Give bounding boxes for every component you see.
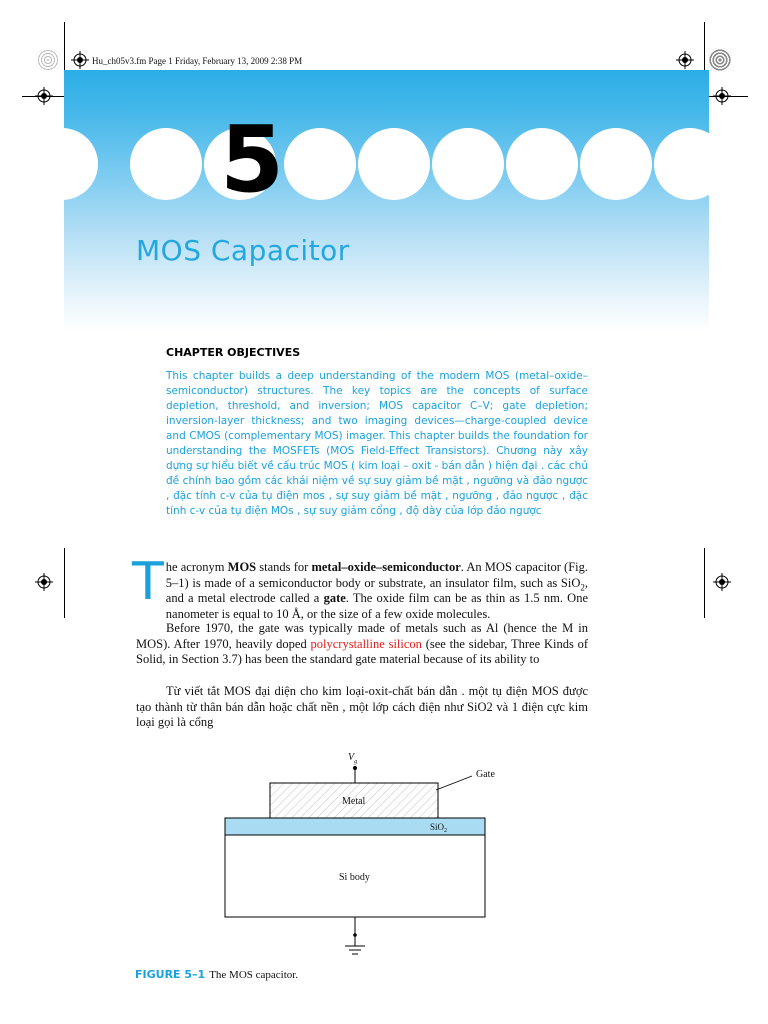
figure-caption xyxy=(135,968,298,981)
text-run: , and a metal electrode called a xyxy=(165,575,588,606)
text-run: (see the sidebar, Three Kinds of Solid, in Section 3.7) has been the standard gate material because of its ability to xyxy=(136,636,589,667)
text-run: stands for xyxy=(256,560,312,574)
crop-line xyxy=(704,22,705,70)
mos-capacitor-figure xyxy=(200,748,520,968)
objectives-heading: CHAPTER OBJECTIVES xyxy=(166,346,301,359)
registration-pattern-top-left xyxy=(36,48,60,72)
banner-circle xyxy=(432,128,504,200)
vg-label: $V_g$ xyxy=(348,752,358,765)
text-run: . An MOS capacitor (Fig. 5–1) is made of a semiconductor body or substrate, an insulator film, such as SiO xyxy=(165,560,588,590)
bold-term: MOS xyxy=(227,560,257,574)
crop-line xyxy=(64,22,65,70)
crosshair-mark-left-middle xyxy=(35,573,53,591)
chapter-banner xyxy=(64,70,709,332)
banner-circle xyxy=(130,128,202,200)
banner-circle xyxy=(358,128,430,200)
gate-leader-line xyxy=(436,776,472,790)
drop-cap: T xyxy=(132,552,164,612)
bold-term: gate xyxy=(323,591,346,606)
figure-caption-label: FIGURE 5–1 xyxy=(135,968,206,981)
chapter-number: 5 xyxy=(220,106,285,213)
crop-line xyxy=(64,548,65,618)
highlighted-term: polycrystalline silicon xyxy=(310,636,422,651)
objectives-text: This chapter builds a deep understanding of the modern MOS (metal–oxide–semiconductor) structures. The key topics are the concepts of surface depletion, threshold, and inversion; MOS capacitor C–V; gate depletion; inversion-layer thickness; and two imaging devices—charge-coupled device and CMOS (complementary MOS) imager. This chapter builds the foundation for understanding the MOSFETs (MOS Field-Effect Transistors). Chương này xây dựng sự hiểu biết về cấu trúc MOS ( kim loại – oxit - bán dẫn ) hiện đại . các chủ đề chính bao gồm các khái niệm về sự suy giảm bề mặt , ngưỡng và đảo ngược , đặc tính c-v của tụ điện mos , sự suy giảm bề mặt , ngưỡng , đảo ngược , đặc tính c-v của tụ điện MOs , sự suy giảm cổng , độ dày của lớp đảo ngược xyxy=(166,370,588,517)
si-body-label: Si body xyxy=(339,872,370,883)
text-run: Before 1970, the gate was typically made of metals such as Al (hence the M in MOS). After 1970, heavily doped xyxy=(136,621,588,651)
ground-node xyxy=(353,933,357,937)
paragraph-gate-history xyxy=(136,621,588,668)
text-run: . The oxide film can be as thin as 1.5 nm. One nanometer is equal to 10 Å, or the size of a few oxide molecules. xyxy=(165,591,588,621)
text-run: he acronym xyxy=(165,560,228,574)
paragraph-vietnamese xyxy=(136,684,588,731)
subscript: 2 xyxy=(580,582,585,593)
crop-line xyxy=(22,96,70,97)
crop-line xyxy=(704,548,705,618)
banner-circle xyxy=(64,128,98,200)
banner-circle xyxy=(580,128,652,200)
banner-circle xyxy=(654,128,709,200)
metal-label: Metal xyxy=(342,796,366,807)
mos-diagram xyxy=(200,748,520,968)
crosshair-mark-top-right xyxy=(676,51,694,69)
crosshair-mark-top-left xyxy=(71,51,89,69)
file-header-line: Hu_ch05v3.fm Page 1 Friday, February 13, 2009 2:38 PM xyxy=(92,56,303,66)
bold-term: metal–oxide–semiconductor xyxy=(311,560,461,574)
paragraph-intro xyxy=(132,552,588,622)
banner-circle xyxy=(284,128,356,200)
crosshair-mark-right-middle xyxy=(713,573,731,591)
registration-pattern-top-right xyxy=(708,48,732,72)
text-run: Từ viết tắt MOS đại diện cho kim loại-oxit-chất bán dẫn . một tụ điện MOS được tạo thành từ thân bán dẫn hoặc chất nền , một lớp cách điện như SiO2 và 1 điện cực kim loại gọi là cổng xyxy=(136,684,588,730)
oxide-label: SiO$_2$ xyxy=(430,822,448,834)
banner-circle xyxy=(506,128,578,200)
gate-label: Gate xyxy=(476,769,495,780)
figure-caption-text: The MOS capacitor. xyxy=(209,969,299,981)
chapter-title: MOS Capacitor xyxy=(136,234,350,267)
